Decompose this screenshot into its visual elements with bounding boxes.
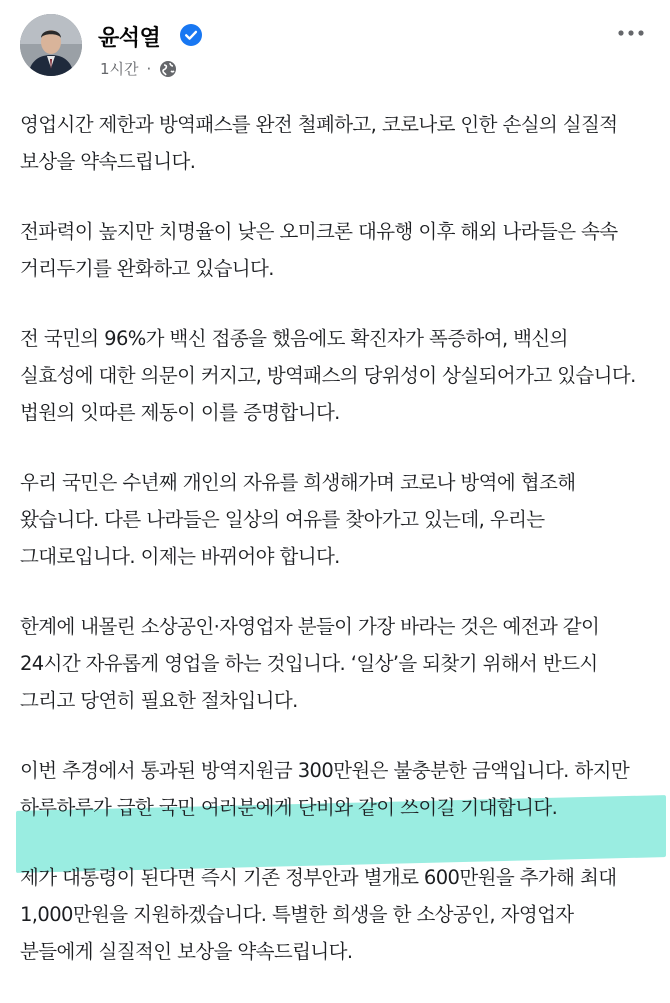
- post-paragraph: [20, 106, 656, 180]
- post-text-line: 그대로입니다. 이제는 바뀌어야 합니다.: [20, 545, 340, 568]
- more-options-icon[interactable]: [616, 24, 646, 42]
- post-paragraph: [20, 320, 656, 431]
- post-text-line: 전파력이 높지만 치명율이 낮은 오미크론 대유행 이후 해외 나라들은 속속: [20, 220, 618, 243]
- post-header: [20, 14, 650, 88]
- post-text-line: 이번 추경에서 통과된 방역지원금 300만원은 불충분한 금액입니다. 하지만: [20, 759, 630, 782]
- post-text-line: 전 국민의 96%가 백신 접종을 했음에도 확진자가 폭증하여, 백신의: [20, 327, 568, 350]
- post-text-line: 보상을 약속드립니다.: [20, 150, 196, 173]
- avatar[interactable]: [20, 14, 82, 76]
- verified-badge-icon: [180, 24, 202, 46]
- post-paragraph: [20, 464, 656, 575]
- post-text-line: 한계에 내몰린 소상공인·자영업자 분들이 가장 바라는 것은 예전과 같이: [20, 615, 600, 638]
- post-text-line: 법원의 잇따른 제동이 이를 증명합니다.: [20, 401, 340, 424]
- author-name[interactable]: 윤석열: [98, 26, 161, 51]
- post-paragraph: [20, 752, 656, 826]
- post-text-line: 실효성에 대한 의문이 커지고, 방역패스의 당위성이 상실되어가고 있습니다.: [20, 364, 636, 387]
- post-text-line: 영업시간 제한과 방역패스를 완전 철폐하고, 코로나로 인한 손실의 실질적: [20, 113, 618, 136]
- post-body: [20, 106, 656, 1003]
- post-paragraph: [20, 213, 656, 287]
- avatar-photo: [20, 14, 82, 76]
- post-paragraph: [20, 608, 656, 719]
- post-text-line: 거리두기를 완화하고 있습니다.: [20, 257, 274, 280]
- post-text-line: 제가 대통령이 된다면 즉시 기존 정부안과 별개로 600만원을 추가해 최대: [20, 866, 617, 889]
- post-text-line: 1,000만원을 지원하겠습니다. 특별한 희생을 한 소상공인, 자영업자: [20, 903, 574, 926]
- post-meta: [100, 58, 177, 79]
- post-text-line: 그리고 당연히 필요한 절차입니다.: [20, 689, 298, 712]
- post-text-line: 24시간 자유롭게 영업을 하는 것입니다. ‘일상’을 되찾기 위해서 반드시: [20, 652, 598, 675]
- globe-icon[interactable]: [159, 60, 177, 78]
- post-text-line: 하루하루가 급한 국민 여러분에게 단비와 같이 쓰이길 기대합니다.: [20, 796, 558, 819]
- post-timestamp[interactable]: 1시간: [100, 60, 139, 78]
- meta-separator: ·: [146, 59, 152, 78]
- post-text-line: 왔습니다. 다른 나라들은 일상의 여유를 찾아가고 있는데, 우리는: [20, 508, 545, 531]
- post-text-line: 분들에게 실질적인 보상을 약속드립니다.: [20, 940, 353, 963]
- post-paragraph: [20, 859, 656, 970]
- post-text-line: 우리 국민은 수년째 개인의 자유를 희생해가며 코로나 방역에 협조해: [20, 471, 576, 494]
